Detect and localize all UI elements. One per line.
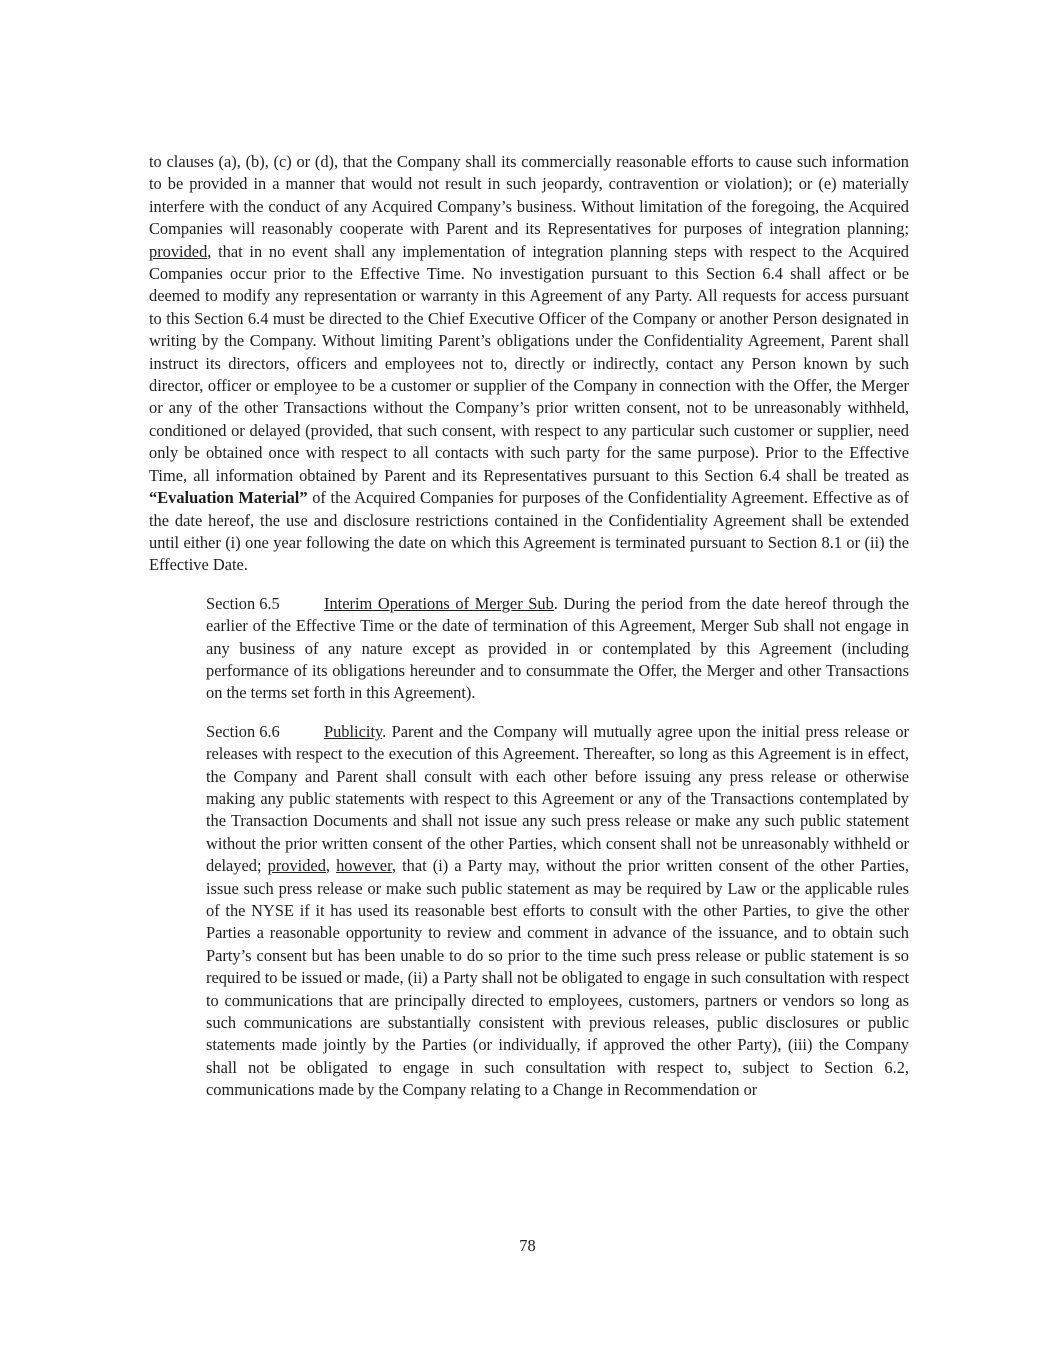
p1-text-1: to clauses (a), (b), (c) or (d), that the Company shall its commercially reasonable efforts to cause such information to be provided in a manner that would not result in such jeopardy, contravention or violation); or (e) materially interfere with the conduct of any Acquired Company’s business. Without limitation of the foregoing, the Acquired Companies will reasonably cooperate with Parent and its Representatives for purposes of integration planning; [149,152,909,239]
paragraph-section-6-4-continued [149,151,909,577]
section-6-5 [149,593,909,705]
section-6-6 [149,721,909,1102]
p1-evaluation-material-term: “Evaluation Material” [149,488,308,508]
paragraph-gap [149,705,909,721]
p1-text-2: , that in no event shall any implementation of integration planning steps with respect to the Acquired Companies occur prior to the Effective Time. No investigation pursuant to this Section 6.4 shall affect or be deemed to modify any representation or warranty in this Agreement of any Party. All requests for access pursuant to this Section 6.4 must be directed to the Chief Executive Officer of the Company or another Person designated in writing by the Company. Without limiting Parent’s obligations under the Confidentiality Agreement, Parent shall instruct its directors, officers and employees not to, directly or indirectly, contact any Person known by such director, officer or employee to be a customer or supplier of the Company in connection with the Offer, the Merger or any of the other Transactions without the Company’s prior written consent, not to be unreasonably withheld, conditioned or delayed (provided, that such consent, with respect to any particular such customer or supplier, need only be obtained once with respect to all contacts with such party for the same purpose). Prior to the Effective Time, all information obtained by Parent and its Representatives pursuant to this Section 6.4 shall be treated as [149,241,909,485]
section-6-6-text-1: . Parent and the Company will mutually agree upon the initial press release or releases with respect to the execution of this Agreement. Thereafter, so long as this Agreement is in effect, the Company and Parent shall consult with each other before issuing any press release or otherwise making any public statements with respect to this Agreement or any of the Transactions contemplated by the Transaction Documents and shall not issue any such press release or make any such public statement without the prior written consent of the other Parties, which consent shall not be unreasonably withheld or delayed; [206,721,909,876]
paragraph-gap [149,577,909,593]
section-6-6-text-2: , that (i) a Party may, without the prior written consent of the other Parties, issue such press release or make such public statement as may be required by Law or the applicable rules of the NYSE if it has used its reasonable best efforts to consult with the other Parties, to give the other Parties a reasonable opportunity to review and comment in advance of the issuance, and to obtain such Party’s consent but has been unable to do so prior to the time such press release or public statement is so required to be issued or made, (ii) a Party shall not be obligated to engage in such consultation with respect to communications that are principally directed to employees, customers, partners or vendors so long as such communications are substantially consistent with previous releases, public disclosures or public statements made jointly by the Parties (or individually, if approved the other Party), (iii) the Company shall not be obligated to engage in such consultation with respect to, subject to Section 6.2, communications made by the Company relating to a Change in Recommendation or [206,856,909,1100]
section-6-5-number: Section 6.5 [206,593,280,613]
section-6-6-however-term: however [336,856,392,876]
section-6-5-title: Interim Operations of Merger Sub [324,593,554,613]
p1-provided-term: provided [149,241,208,261]
page-number: 78 [519,1236,536,1255]
section-6-6-separator: , [325,856,337,876]
section-6-6-provided-term: provided [267,856,326,876]
p1-text-3: of the Acquired Companies for purposes of the Confidentiality Agreement. Effective as of the date hereof, the use and disclosure restrictions contained in the Confidentiality Agreement shall be extended until either (i) one year following the date on which this Agreement is terminated pursuant to Section 8.1 or (ii) the Effective Date. [149,488,909,575]
section-6-6-title: Publicity [324,721,383,741]
page-body [149,151,909,1102]
section-6-5-body: . During the period from the date hereof through the earlier of the Effective Time or the date of termination of this Agreement, Merger Sub shall not engage in any business of any nature except as provided in or contemplated by this Agreement (including performance of its obligations hereunder and to consummate the Offer, the Merger and other Transactions on the terms set forth in this Agreement). [206,593,909,703]
section-6-6-number: Section 6.6 [206,721,280,741]
